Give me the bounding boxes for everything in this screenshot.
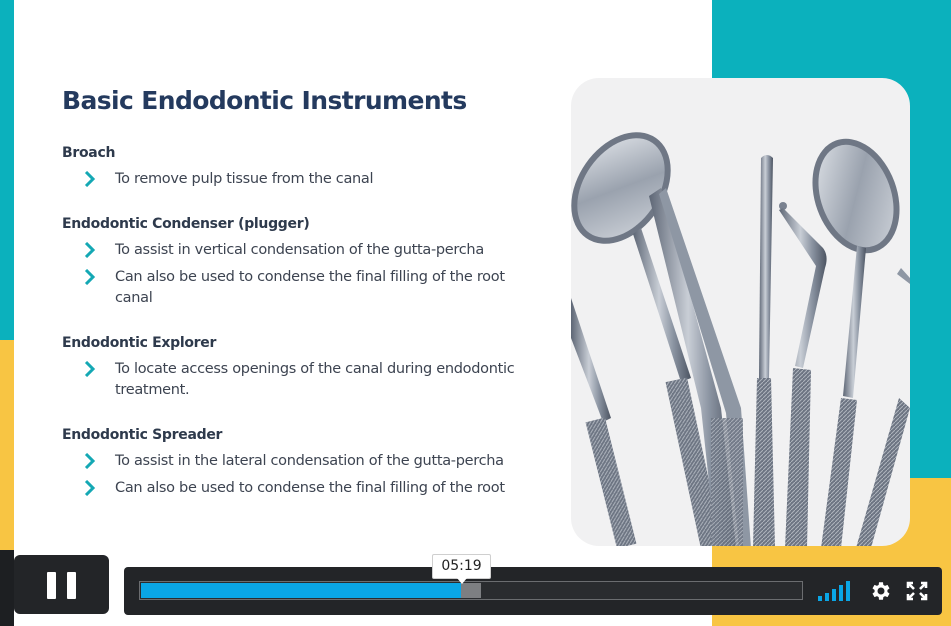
- left-teal-stripe: [0, 0, 14, 340]
- section-explorer: [62, 335, 542, 401]
- instruments-illustration: [571, 78, 910, 546]
- left-dark-stripe: [0, 550, 14, 626]
- chevron-right-icon: [84, 269, 96, 285]
- list-item: [62, 267, 542, 309]
- chevron-right-icon: [84, 453, 96, 469]
- section-condenser: [62, 216, 542, 309]
- progress-played: [141, 583, 461, 598]
- section-heading: Endodontic Condenser (plugger): [62, 216, 310, 232]
- bullet-text: Can also be used to condense the final filling of the root canal: [115, 269, 505, 306]
- volume-icon[interactable]: [817, 580, 855, 602]
- pause-icon: [47, 572, 56, 599]
- section-heading: Endodontic Spreader: [62, 427, 223, 443]
- list-item: [62, 478, 542, 499]
- chevron-right-icon: [84, 361, 96, 377]
- pause-button[interactable]: [14, 555, 109, 614]
- time-tooltip: [432, 554, 491, 579]
- left-yellow-stripe: [0, 340, 14, 550]
- list-item: [62, 359, 542, 401]
- list-item: [62, 169, 542, 190]
- progress-bar[interactable]: [139, 581, 803, 600]
- fullscreen-icon[interactable]: [906, 581, 928, 601]
- section-heading: Endodontic Explorer: [62, 335, 217, 351]
- chevron-right-icon: [84, 242, 96, 258]
- bullet-text: To locate access openings of the canal during endodontic treatment.: [115, 361, 515, 398]
- bullet-text: To remove pulp tissue from the canal: [115, 171, 374, 187]
- bullet-text: Can also be used to condense the final filling of the root: [115, 480, 505, 496]
- dental-instruments-image: [571, 78, 910, 546]
- list-item: [62, 240, 542, 261]
- pause-icon: [67, 572, 76, 599]
- section-broach: [62, 145, 542, 190]
- chevron-right-icon: [84, 480, 96, 496]
- player-control-bar: [124, 567, 942, 615]
- bullet-text: To assist in vertical condensation of the gutta-percha: [115, 242, 484, 258]
- current-time: 05:19: [441, 558, 482, 574]
- tooltip-pointer: [457, 578, 467, 584]
- section-spreader: [62, 427, 542, 499]
- bullet-text: To assist in the lateral condensation of the gutta-percha: [115, 453, 504, 469]
- slide-content: [62, 86, 542, 525]
- chevron-right-icon: [84, 171, 96, 187]
- list-item: [62, 451, 542, 472]
- gear-icon[interactable]: [869, 579, 893, 603]
- section-heading: Broach: [62, 145, 116, 161]
- slide-title: Basic Endodontic Instruments: [62, 86, 467, 115]
